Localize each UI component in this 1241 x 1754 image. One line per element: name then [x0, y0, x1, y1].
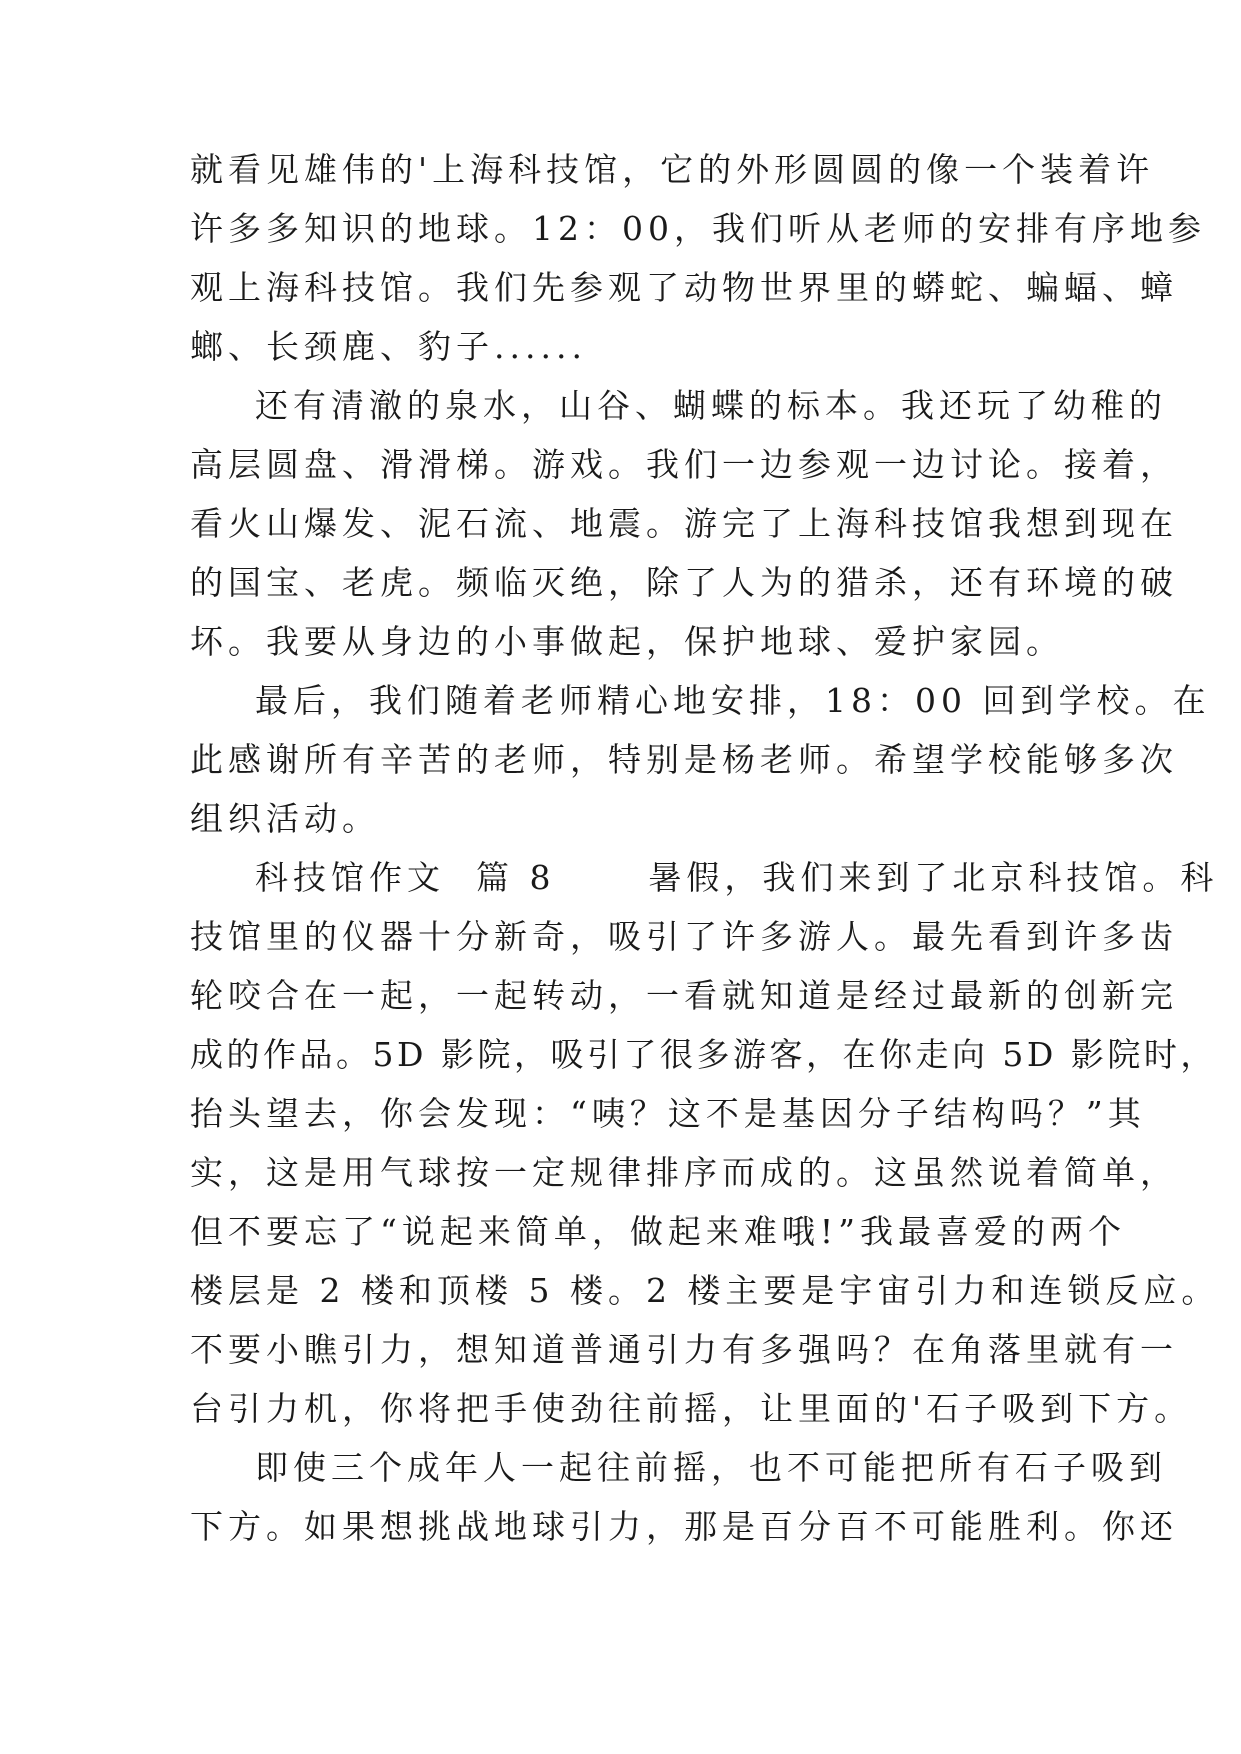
text-line: 许多多知识的地球。12：00，我们听从老师的安排有序地参 [190, 209, 1206, 248]
text-line: 组织活动。 [190, 799, 380, 838]
text-line: 楼层是 2 楼和顶楼 5 楼。2 楼主要是宇宙引力和连锁反应。 [190, 1271, 1220, 1310]
text-line: 即使三个成年人一起往前摇，也不可能把所有石子吸到 [255, 1448, 1167, 1487]
text-line: 成的作品。5D 影院，吸引了很多游客，在你走向 5D 影院时， [190, 1035, 1217, 1074]
text-line: 高层圆盘、滑滑梯。游戏。我们一边参观一边讨论。接着， [190, 445, 1178, 484]
text-line: 实，这是用气球按一定规律排序而成的。这虽然说着简单， [190, 1153, 1178, 1192]
text-line: 的国宝、老虎。频临灭绝，除了人为的猎杀，还有环境的破 [190, 563, 1178, 602]
text-line: 坏。我要从身边的小事做起，保护地球、爱护家园。 [190, 622, 1064, 661]
text-line: 台引力机，你将把手使劲往前摇，让里面的'石子吸到下方。 [190, 1389, 1193, 1428]
text-line: 下方。如果想挑战地球引力，那是百分百不可能胜利。你还 [190, 1507, 1178, 1546]
text-line: 观上海科技馆。我们先参观了动物世界里的蟒蛇、蝙蝠、蟑 [190, 268, 1178, 307]
text-line: 看火山爆发、泥石流、地震。游完了上海科技馆我想到现在 [190, 504, 1178, 543]
text-line: 轮咬合在一起，一起转动，一看就知道是经过最新的创新完 [190, 976, 1178, 1015]
text-line: 此感谢所有辛苦的老师，特别是杨老师。希望学校能够多次 [190, 740, 1178, 779]
text-line: 螂、长颈鹿、豹子...... [190, 327, 587, 366]
text-line: 抬头望去，你会发现：“咦？这不是基因分子结构吗？”其 [190, 1094, 1146, 1133]
text-line: 最后，我们随着老师精心地安排，18：00 回到学校。在 [255, 681, 1211, 720]
text-line: 科技馆作文 篇 8 暑假，我们来到了北京科技馆。科 [255, 858, 1219, 897]
text-line: 就看见雄伟的'上海科技馆，它的外形圆圆的像一个装着许 [190, 150, 1155, 189]
text-line: 但不要忘了“说起来简单，做起来难哦!”我最喜爱的两个 [190, 1212, 1127, 1251]
text-line: 还有清澈的泉水，山谷、蝴蝶的标本。我还玩了幼稚的 [255, 386, 1167, 425]
text-line: 技馆里的仪器十分新奇，吸引了许多游人。最先看到许多齿 [190, 917, 1178, 956]
text-line: 不要小瞧引力，想知道普通引力有多强吗？在角落里就有一 [190, 1330, 1178, 1369]
